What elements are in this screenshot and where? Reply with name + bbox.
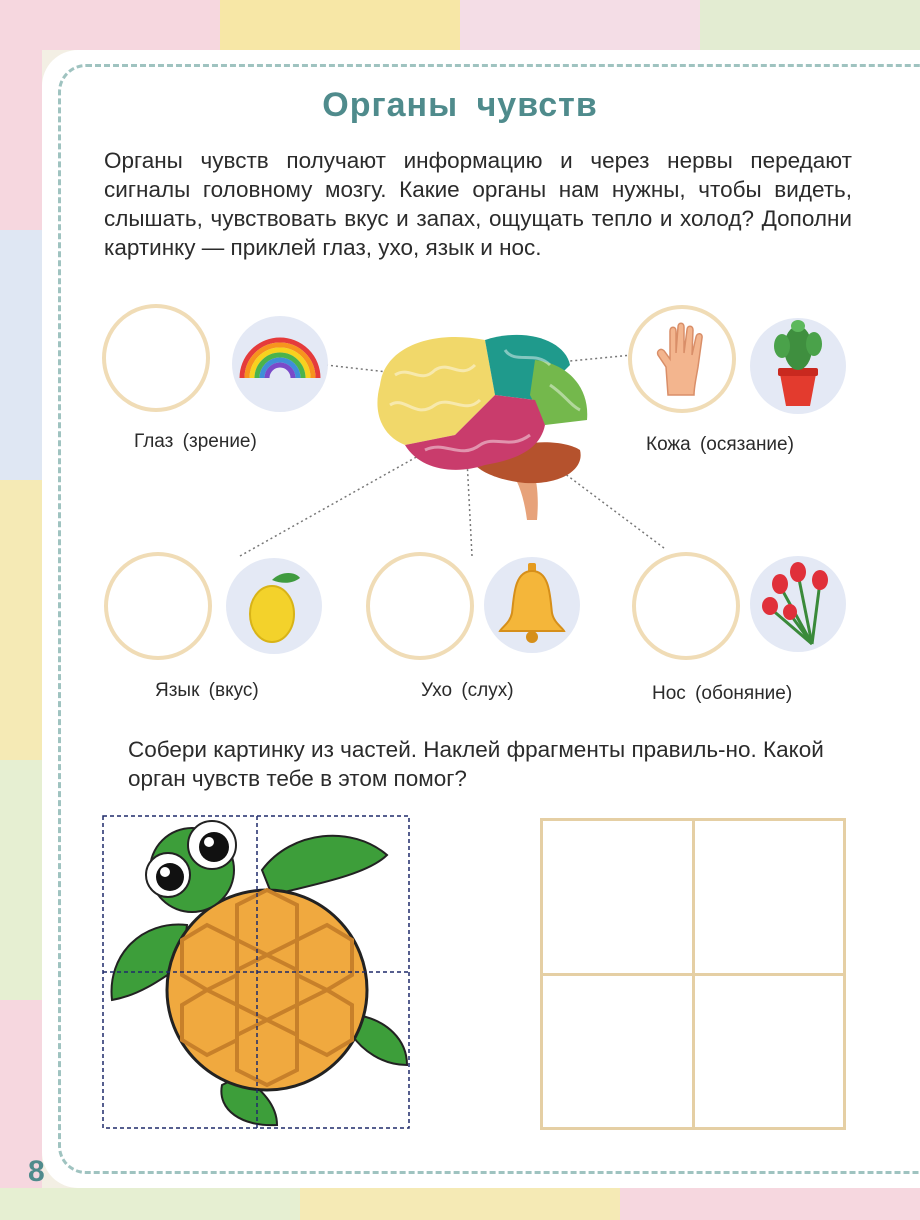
- tulips-icon: [750, 556, 846, 652]
- eye-sticker-circle[interactable]: [102, 304, 210, 412]
- task-text: Собери картинку из частей. Наклей фрагменты правиль-но. Какой орган чувств тебе в этом помог?: [128, 737, 824, 791]
- hand-icon: [640, 317, 724, 401]
- ear-label: Ухо (слух): [421, 680, 514, 701]
- page-number: 8: [28, 1155, 45, 1188]
- eye-label: Глаз (зрение): [134, 431, 257, 452]
- ear-sticker-circle[interactable]: [366, 552, 474, 660]
- lemon-icon: [226, 558, 322, 654]
- nose-sticker-circle[interactable]: [632, 552, 740, 660]
- rainbow-icon: [232, 316, 328, 412]
- tongue-label: Язык (вкус): [155, 680, 259, 701]
- skin-label: Кожа (осязание): [646, 434, 794, 455]
- page-title: Органы чувств: [322, 86, 598, 124]
- puzzle-assembly-grid[interactable]: [540, 818, 846, 1130]
- tongue-sticker-circle[interactable]: [104, 552, 212, 660]
- grid-divider-horizontal: [543, 973, 843, 976]
- brain-illustration: [365, 325, 605, 525]
- bell-icon: [484, 557, 580, 653]
- nose-label: Нос (обоняние): [652, 683, 793, 704]
- cactus-icon: [750, 318, 846, 414]
- intro-text: Органы чувств получают информацию и через нервы передают сигналы головному мозгу. Какие органы нам нужны, чтобы видеть, слышать, чувствовать вкус и запах, ощущать тепло и холод? Дополни картинку — приклей глаз, ухо, язык и нос.: [104, 148, 852, 260]
- turtle-puzzle-image: [102, 815, 412, 1130]
